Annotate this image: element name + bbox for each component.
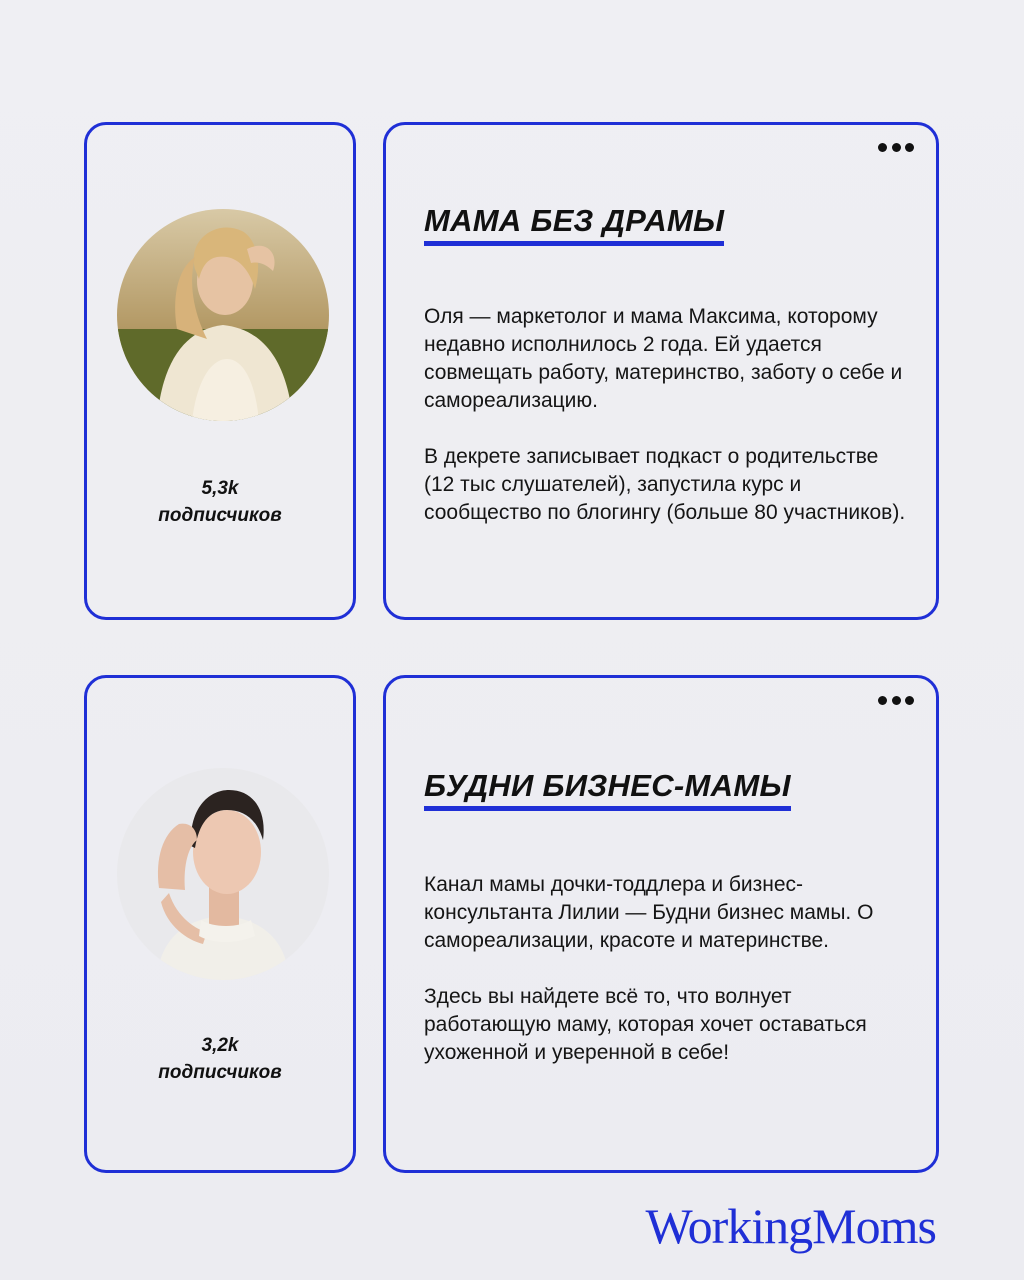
channel-description xyxy=(424,871,906,1067)
avatar[interactable] xyxy=(117,768,329,980)
channel-title: МАМА БЕЗ ДРАМЫ xyxy=(424,203,724,246)
avatar-photo-icon xyxy=(117,768,329,980)
profile-info-card-1 xyxy=(383,122,939,620)
description-paragraph: Оля — маркетолог и мама Максима, которому недавно исполнилось 2 года. Ей удается совмещать работу, материнство, заботу о себе и самореализацию. xyxy=(424,305,903,412)
channel-title: БУДНИ БИЗНЕС-МАМЫ xyxy=(424,768,791,811)
followers-count xyxy=(87,1032,353,1086)
profile-card-2[interactable] xyxy=(84,675,356,1173)
brand-logo: WorkingMoms xyxy=(645,1198,936,1254)
description-paragraph: Канал мамы дочки-тоддлера и бизнес-консультанта Лилии — Будни бизнес мамы. О самореализации, красоте и материнстве. xyxy=(424,873,874,952)
more-horizontal-icon[interactable] xyxy=(878,141,914,153)
profile-card-1[interactable] xyxy=(84,122,356,620)
description-paragraph: Здесь вы найдете всё то, что волнует работающую маму, которая хочет оставаться ухоженной и уверенной в себе! xyxy=(424,985,867,1064)
description-paragraph: В декрете записывает подкаст о родительстве (12 тыс слушателей), запустила курс и сообщество по блогингу (больше 80 участников). xyxy=(424,445,906,524)
more-horizontal-icon[interactable] xyxy=(878,694,914,706)
avatar-photo-icon xyxy=(117,209,329,421)
channel-description xyxy=(424,303,906,527)
followers-label: подписчиков xyxy=(158,1062,282,1083)
followers-number: 3,2k xyxy=(201,1035,239,1056)
followers-label: подписчиков xyxy=(158,505,282,526)
followers-number: 5,3k xyxy=(201,478,239,499)
avatar[interactable] xyxy=(117,209,329,421)
profile-info-card-2 xyxy=(383,675,939,1173)
followers-count xyxy=(87,475,353,529)
